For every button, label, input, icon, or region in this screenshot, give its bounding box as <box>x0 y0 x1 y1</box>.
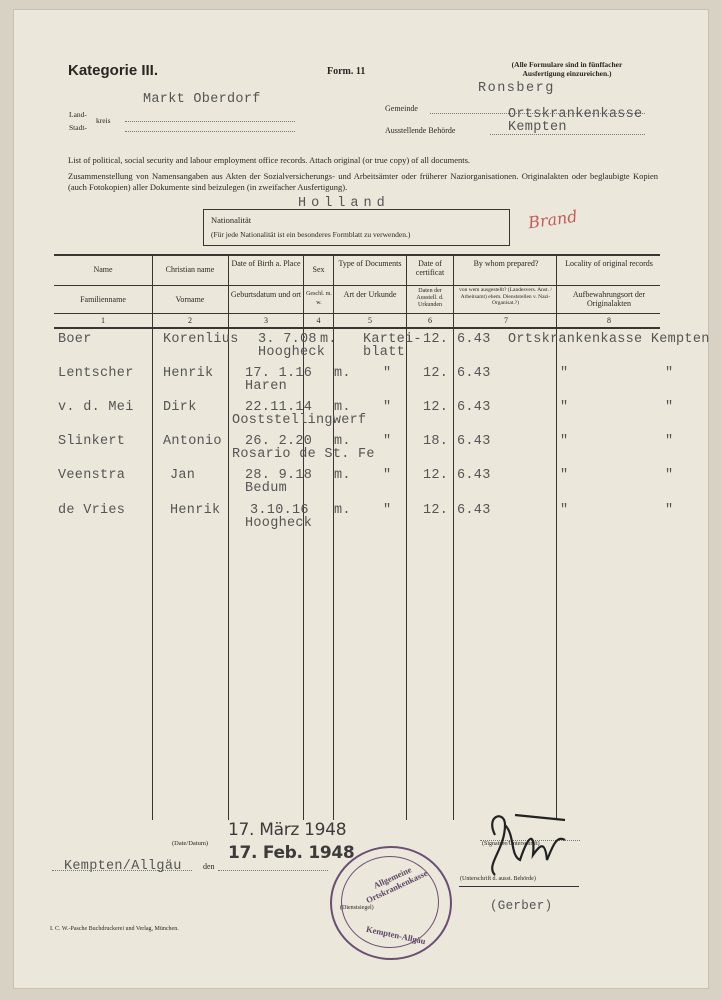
row-prepared-by: " <box>560 434 569 449</box>
issue-date: 17. Feb. 1948 <box>228 843 355 863</box>
row-locality: " <box>665 434 674 449</box>
col-header-first-en: Christian name <box>165 265 215 274</box>
row-doc-type: Kartei- <box>363 332 422 347</box>
row-locality: " <box>665 366 674 381</box>
row-cert-year: 6.43 <box>457 468 491 483</box>
nationality-value: Holland <box>298 196 390 211</box>
category-title: Kategorie III. <box>68 62 159 79</box>
copies-note <box>487 60 647 78</box>
col-header-birth-de: Geburtsdatum und ort <box>230 290 302 299</box>
landkreis-value: Markt Oberdorf <box>143 92 261 107</box>
row-cert-day: 12. <box>423 468 449 483</box>
seal-text-top: Allgemeine Ortskrankenkasse <box>364 864 429 906</box>
row-cert-day: 12. <box>423 366 449 381</box>
table-header-bottom-1 <box>54 313 660 314</box>
intro-german: Zusammenstellung von Namensangaben aus Akten der Sozialversicherungs- und Arbeitsämter oder früherer Naziorganisationen. Originalakten oder beglaubigte Kopien (auch Fotokopien) aller Dokumente sind beizulegen (in zweifacher Ausfertigung). <box>68 171 658 192</box>
row-locality: " <box>665 468 674 483</box>
seal-label: (Dienstsiegel) <box>340 905 374 911</box>
row-cert-year: 6.43 <box>457 366 491 381</box>
row-birthplace: Hoogheck <box>258 345 326 360</box>
stadt-line <box>125 131 295 132</box>
row-surname: Boer <box>58 332 92 347</box>
row-sex: m. <box>334 434 351 449</box>
col-header-by-en: By whom prepared? <box>473 259 539 268</box>
row-doc-type-2: blatt <box>363 345 406 360</box>
col-number-4: 4 <box>316 316 321 325</box>
handwritten-signature <box>475 805 585 885</box>
row-birthplace: Ooststellingwerf <box>232 413 367 428</box>
row-cert-day: 12. <box>423 503 449 518</box>
col-number-2: 2 <box>188 316 192 325</box>
row-locality: " <box>665 400 674 415</box>
row-surname: Slinkert <box>58 434 126 449</box>
row-birthdate: 17. 1.16 <box>245 366 313 381</box>
col-divider-6 <box>453 255 454 820</box>
col-header-loc-de: Aufbewahrungsort der Originalakten <box>572 290 646 308</box>
signature-label-authority: (Unterschrift d. ausst. Behörde) <box>460 876 536 882</box>
col-header-loc-en: Locality of original records <box>565 259 653 268</box>
col-divider-1 <box>152 255 153 820</box>
col-header-sex-de: Geschl. m. w. <box>306 291 332 306</box>
col-number-6: 6 <box>428 316 432 325</box>
date-line <box>218 870 328 871</box>
row-sex: m. <box>334 468 351 483</box>
seal-text-bottom: Kempten-Allgäu <box>365 923 427 947</box>
place-line <box>52 870 192 871</box>
col-header-name-en: Name <box>93 265 113 274</box>
row-sex: m. <box>320 332 337 347</box>
stadt-label: Stadt- <box>69 123 87 132</box>
behoerde-value-1: Ortskrankenkasse <box>508 107 643 122</box>
row-birthplace: Hoogheck <box>245 516 313 531</box>
col-header-sex-en: Sex <box>312 265 325 274</box>
table-header-bottom-2 <box>54 327 660 329</box>
row-firstname: Dirk <box>163 400 197 415</box>
row-surname: v. d. Mei <box>58 400 134 415</box>
row-birthdate: 3. 7.08 <box>258 332 317 347</box>
row-birthdate: 28. 9.18 <box>245 468 313 483</box>
row-prepared-by: " <box>560 400 569 415</box>
row-locality: " <box>665 503 674 518</box>
table-header-divider <box>54 285 660 286</box>
row-prepared-by: " <box>560 366 569 381</box>
col-header-cert-de: Daten der Ausstell. d. Urkunden <box>416 288 444 308</box>
copies-note-line-2: Ausfertigung einzureichen.) <box>522 69 612 78</box>
row-birthplace: Bedum <box>245 481 288 496</box>
col-header-first-de: Vorname <box>175 295 205 304</box>
land-label: Land- <box>69 110 87 119</box>
row-sex: m. <box>334 503 351 518</box>
handwritten-red-note: Brand <box>526 206 579 233</box>
form-number: Form. 11 <box>327 66 366 77</box>
row-firstname: Korenlius <box>163 332 239 347</box>
row-cert-year: 6.43 <box>457 503 491 518</box>
col-header-doc-de: Art der Urkunde <box>343 290 397 299</box>
row-cert-day: 12. <box>423 332 449 347</box>
row-cert-year: 6.43 <box>457 400 491 415</box>
col-header-name-de: Familienname <box>80 295 126 304</box>
row-surname: Veenstra <box>58 468 126 483</box>
copies-note-line-1: (Alle Formulare sind in fünffacher <box>511 60 623 69</box>
behoerde-label: Ausstellende Behörde <box>385 126 456 135</box>
row-cert-year: 6.43 <box>457 434 491 449</box>
row-firstname: Henrik <box>163 366 214 381</box>
printer-line: I. C. W.-Pasche Buchdruckerei und Verlag, München. <box>50 926 179 932</box>
signature-label: (Signature/Unterschrift) <box>482 841 540 847</box>
row-prepared-by: Ortskrankenkasse Kempten <box>508 332 710 347</box>
col-header-by-de: von wem ausgestellt? (Landesvers. Anst. / Arbeitsamt) ehem. Dienststellen v. Nazi-Organisat.?) <box>459 287 552 306</box>
row-birthplace: Rosario de St. Fe <box>232 447 375 462</box>
row-surname: de Vries <box>58 503 126 518</box>
den-label: den <box>203 862 215 871</box>
row-cert-day: 12. <box>423 400 449 415</box>
date-label: (Date/Datum) <box>172 840 209 847</box>
row-birthplace: Haren <box>245 379 288 394</box>
row-doc-type: " <box>383 366 392 381</box>
col-header-doc-en: Type of Documents <box>338 259 402 268</box>
row-cert-day: 18. <box>423 434 449 449</box>
gemeinde-value: Ronsberg <box>478 81 555 96</box>
row-surname: Lentscher <box>58 366 134 381</box>
behoerde-line <box>490 134 645 135</box>
row-sex: m. <box>334 366 351 381</box>
row-doc-type: " <box>383 434 392 449</box>
col-header-cert-en: Date of certificat <box>415 259 445 277</box>
row-doc-type: " <box>383 503 392 518</box>
nationality-note: (Für jede Nationalität ist ein besonderes Formblatt zu verwenden.) <box>211 230 411 239</box>
nationality-label: Nationalität <box>211 215 252 225</box>
signature-underline <box>459 886 579 887</box>
row-doc-type: " <box>383 400 392 415</box>
row-birthdate: 22.11.14 <box>245 400 313 415</box>
row-birthdate: 26. 2.20 <box>245 434 313 449</box>
landkreis-line <box>125 121 295 122</box>
row-firstname: Antonio <box>163 434 222 449</box>
row-prepared-by: " <box>560 468 569 483</box>
col-number-3: 3 <box>264 316 268 325</box>
col-number-8: 8 <box>607 316 611 325</box>
col-number-7: 7 <box>504 316 508 325</box>
row-birthdate: 3.10.16 <box>250 503 309 518</box>
land-stadt-label <box>69 110 87 132</box>
row-sex: m. <box>334 400 351 415</box>
row-prepared-by: " <box>560 503 569 518</box>
row-cert-year: 6.43 <box>457 332 491 347</box>
kreis-label: kreis <box>96 116 111 125</box>
row-firstname: Henrik <box>170 503 221 518</box>
issue-place: Kempten/Allgäu <box>64 859 182 874</box>
received-stamp-date: 17. März 1948 <box>228 820 347 840</box>
col-number-1: 1 <box>101 316 105 325</box>
col-number-5: 5 <box>368 316 372 325</box>
table-top-border <box>54 254 660 256</box>
intro-english: List of political, social security and labour employment office records. Attach original (or true copy) of all documents. <box>68 155 471 165</box>
col-header-birth-en: Date of Birth a. Place <box>231 259 301 268</box>
behoerde-value-2: Kempten <box>508 120 567 135</box>
row-firstname: Jan <box>170 468 196 483</box>
signer-name: (Gerber) <box>490 899 553 913</box>
row-doc-type: " <box>383 468 392 483</box>
gemeinde-label: Gemeinde <box>385 104 418 113</box>
